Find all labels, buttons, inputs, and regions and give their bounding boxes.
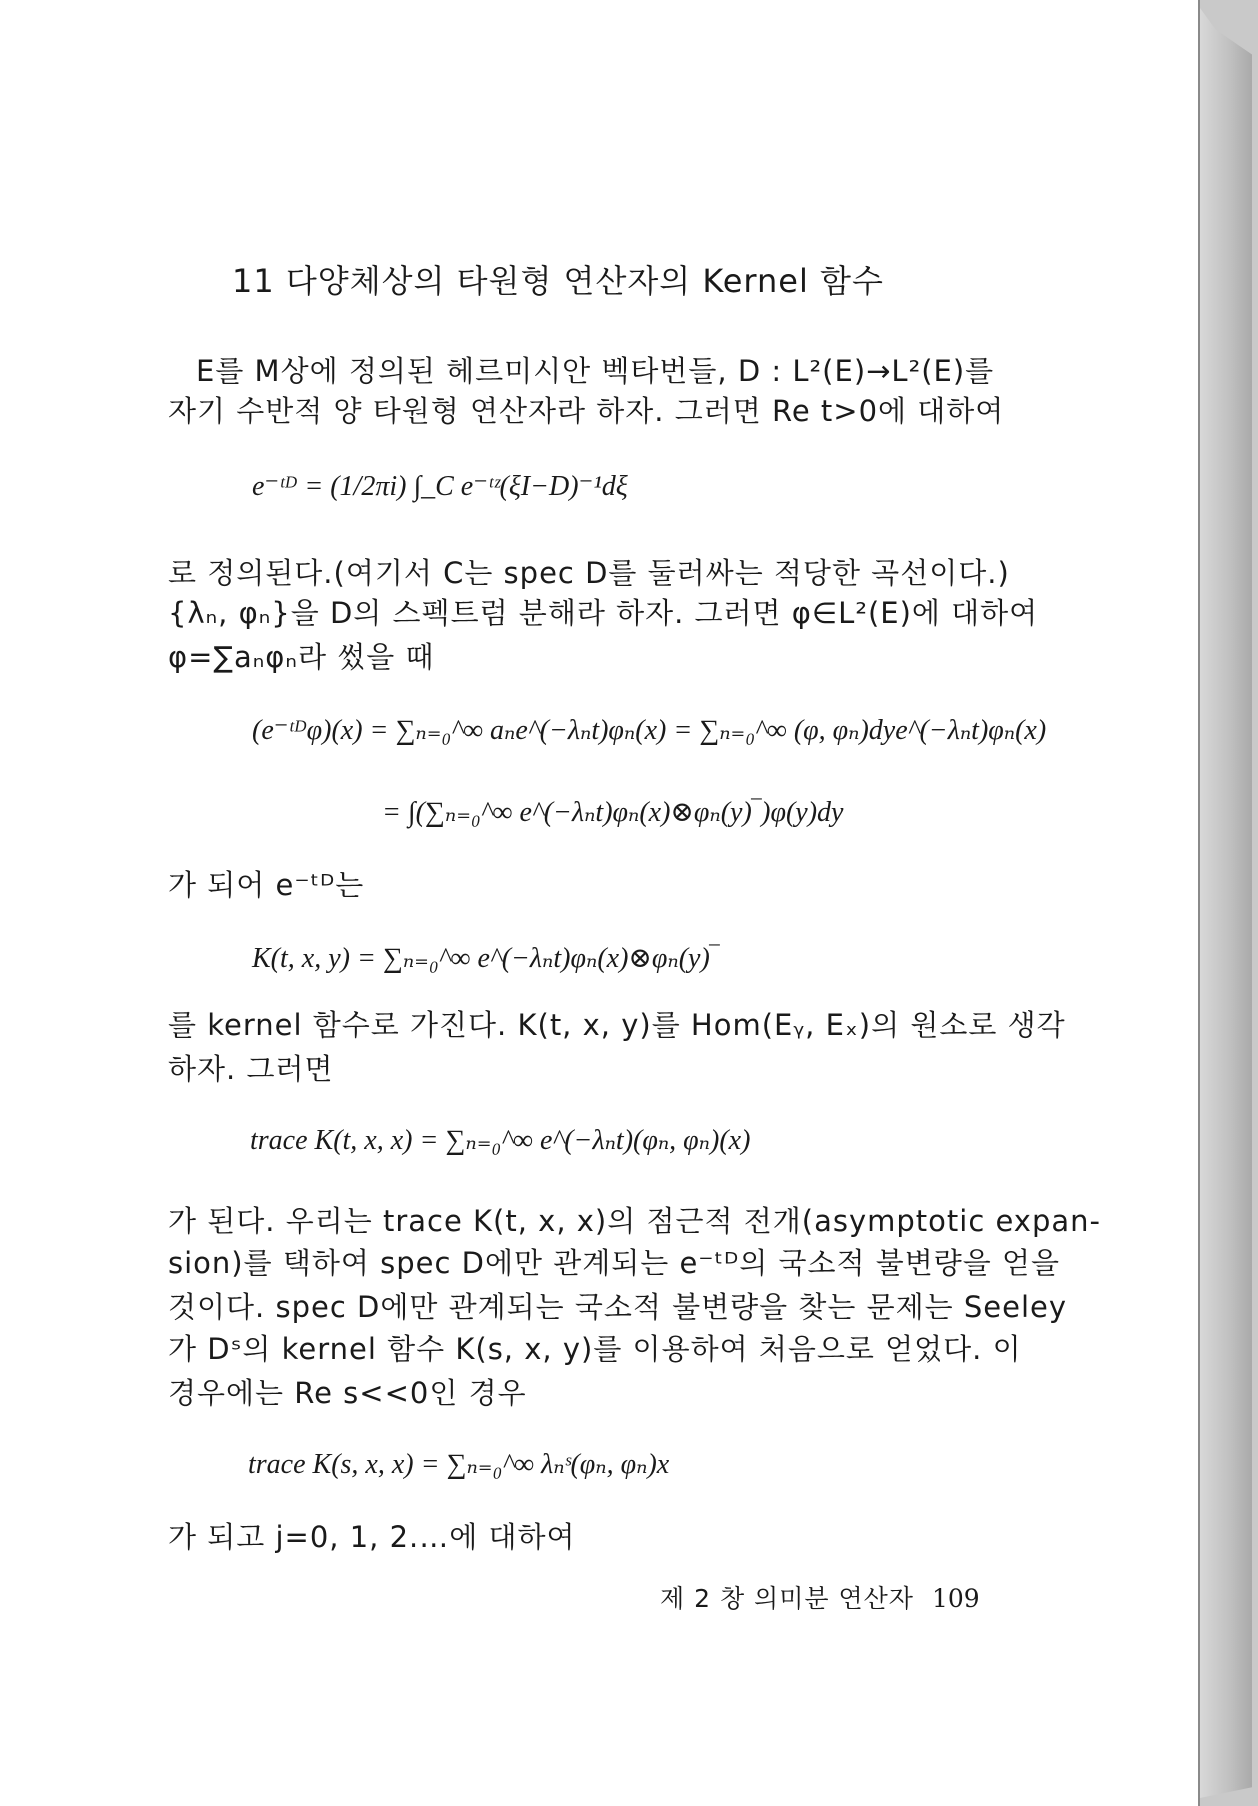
equation-5: trace K(t, x, x) = ∑ₙ₌₀^∞ e^(−λₙt)(φₙ, φₙ)(x)	[250, 1125, 751, 1156]
page-stack-edge	[1200, 8, 1252, 1798]
paragraph-line: 로 정의된다.(여기서 C는 spec D를 둘러싸는 적당한 곡선이다.)	[168, 556, 1010, 590]
running-footer-chapter: 제 2 창 의미분 연산자	[660, 1584, 914, 1613]
paragraph-line: E를 M상에 정의된 헤르미시안 벡타번들, D : L²(E)→L²(E)를	[196, 354, 995, 388]
paragraph-line: 하자. 그러면	[168, 1052, 334, 1086]
section-title: 11 다양체상의 타원형 연산자의 Kernel 함수	[232, 262, 884, 300]
paragraph-line: 자기 수반적 양 타원형 연산자라 하자. 그러면 Re t>0에 대하여	[168, 394, 1005, 428]
paragraph-line: {λₙ, φₙ}을 D의 스펙트럼 분해라 하자. 그러면 φ∈L²(E)에 대하여	[168, 596, 1039, 630]
paragraph-line: 가 된다. 우리는 trace K(t, x, x)의 점근적 전개(asymptotic expan-	[168, 1204, 1101, 1238]
equation-3: = ∫(∑ₙ₌₀^∞ e^(−λₙt)φₙ(x)⊗φₙ(y)‾)φ(y)dy	[382, 797, 844, 828]
paragraph-line: 가 되고 j=0, 1, 2.…에 대하여	[168, 1520, 576, 1554]
equation-1: e⁻ᵗᴰ = (1/2πi) ∫_C e⁻ᵗᶻ(ξI−D)⁻¹dξ	[252, 471, 628, 502]
paragraph-line: φ=∑aₙφₙ라 썼을 때	[168, 640, 435, 674]
equation-2: (e⁻ᵗᴰφ)(x) = ∑ₙ₌₀^∞ aₙe^(−λₙt)φₙ(x) = ∑ₙ₌₀^∞ (φ, φₙ)dye^(−λₙt)φₙ(x)	[252, 715, 1047, 746]
paragraph-line: sion)를 택하여 spec D에만 관계되는 e⁻ᵗᴰ의 국소적 불변량을 얻을	[168, 1246, 1061, 1280]
paragraph-line: 를 kernel 함수로 가진다. K(t, x, y)를 Hom(Eᵧ, Eₓ)의 원소로 생각	[168, 1008, 1066, 1042]
equation-4: K(t, x, y) = ∑ₙ₌₀^∞ e^(−λₙt)φₙ(x)⊗φₙ(y)‾	[252, 943, 720, 974]
equation-6: trace K(s, x, x) = ∑ₙ₌₀^∞ λₙˢ(φₙ, φₙ)x	[248, 1449, 670, 1480]
paragraph-line: 가 되어 e⁻ᵗᴰ는	[168, 868, 365, 902]
paragraph-line: 가 Dˢ의 kernel 함수 K(s, x, y)를 이용하여 처음으로 얻었다. 이	[168, 1332, 1022, 1366]
paragraph-line: 것이다. spec D에만 관계되는 국소적 불변량을 찾는 문제는 Seeley	[168, 1290, 1068, 1324]
paragraph-line: 경우에는 Re s<<0인 경우	[168, 1376, 527, 1410]
page-number: 109	[932, 1584, 980, 1613]
